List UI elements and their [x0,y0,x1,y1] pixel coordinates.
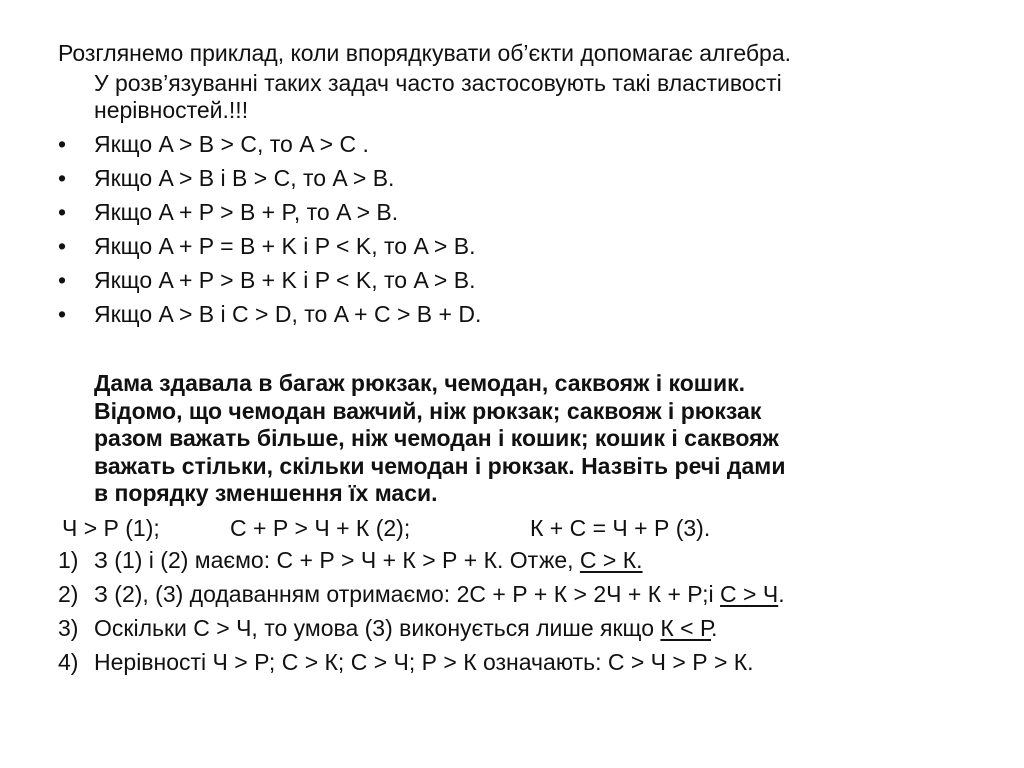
property-item: Якщо A > B > C, то A > C . [94,131,369,157]
problem-line-4: важать стільки, скільки чемодан і рюкзак. Назвіть речі дами [94,453,786,479]
step-number: 3) [58,615,79,641]
problem-line-5: в порядку зменшення їх маси. [94,480,438,506]
step-1 [94,547,643,573]
step-3 [94,615,717,641]
property-item: Якщо A > B і B > C, то A > B. [94,165,395,191]
property-item: Якщо A > B і C > D, то A + C > B + D. [94,301,482,327]
bullet-dot: • [58,267,67,293]
step-2 [94,581,785,607]
condition-3: К + С = Ч + Р (3). [530,515,711,541]
bullet-dot: • [58,165,67,191]
condition-1: Ч > Р (1); [62,515,160,541]
condition-2: С + Р > Ч + К (2); [230,515,411,541]
property-item: Якщо A + P > B + P, то A > B. [94,199,399,225]
bullet-dot: • [58,233,67,259]
step-text: З (2), (3) додаванням отримаємо: 2С + Р + К > 2Ч + К + Р;і [94,581,721,607]
step-text: Оскільки С > Ч, то умова (3) виконується лише якщо [94,615,661,641]
step-text: Нерівності Ч > Р; С > К; С > Ч; Р > К означають: С > Ч > Р > К. [94,649,754,675]
property-item: Якщо A + P = B + K і P < K, то A > B. [94,233,476,259]
step-text: З (1) і (2) маємо: С + Р > Ч + К > Р + К. Отже, [94,547,580,573]
step-number: 2) [58,581,79,607]
problem-line-2: Відомо, що чемодан важчий, ніж рюкзак; саквояж і рюкзак [94,398,762,424]
bullet-dot: • [58,199,67,225]
intro-line-2: У розв’язуванні таких задач часто застосовують такі властивості [94,70,782,96]
step-tail: . [778,581,785,607]
bullet-dot: • [58,301,67,327]
step-number: 1) [58,547,79,573]
bullet-dot: • [58,131,67,157]
step-conclusion: С > Ч [720,581,779,607]
intro-line-3: нерівностей.!!! [94,97,249,123]
step-number: 4) [58,649,79,675]
problem-line-3: разом важать більше, ніж чемодан і кошик; кошик і саквояж [94,425,779,451]
property-item: Якщо A + P > B + K і P < K, то A > B. [94,267,476,293]
step-4 [94,649,754,675]
step-tail: . [711,615,718,641]
problem-line-1: Дама здавала в багаж рюкзак, чемодан, саквояж і кошик. [94,370,746,396]
intro-line-1: Розглянемо приклад, коли впорядкувати об’єкти допомагає алгебра. [58,40,792,66]
step-conclusion: С > К. [579,547,643,573]
step-conclusion: К < Р [660,615,711,641]
